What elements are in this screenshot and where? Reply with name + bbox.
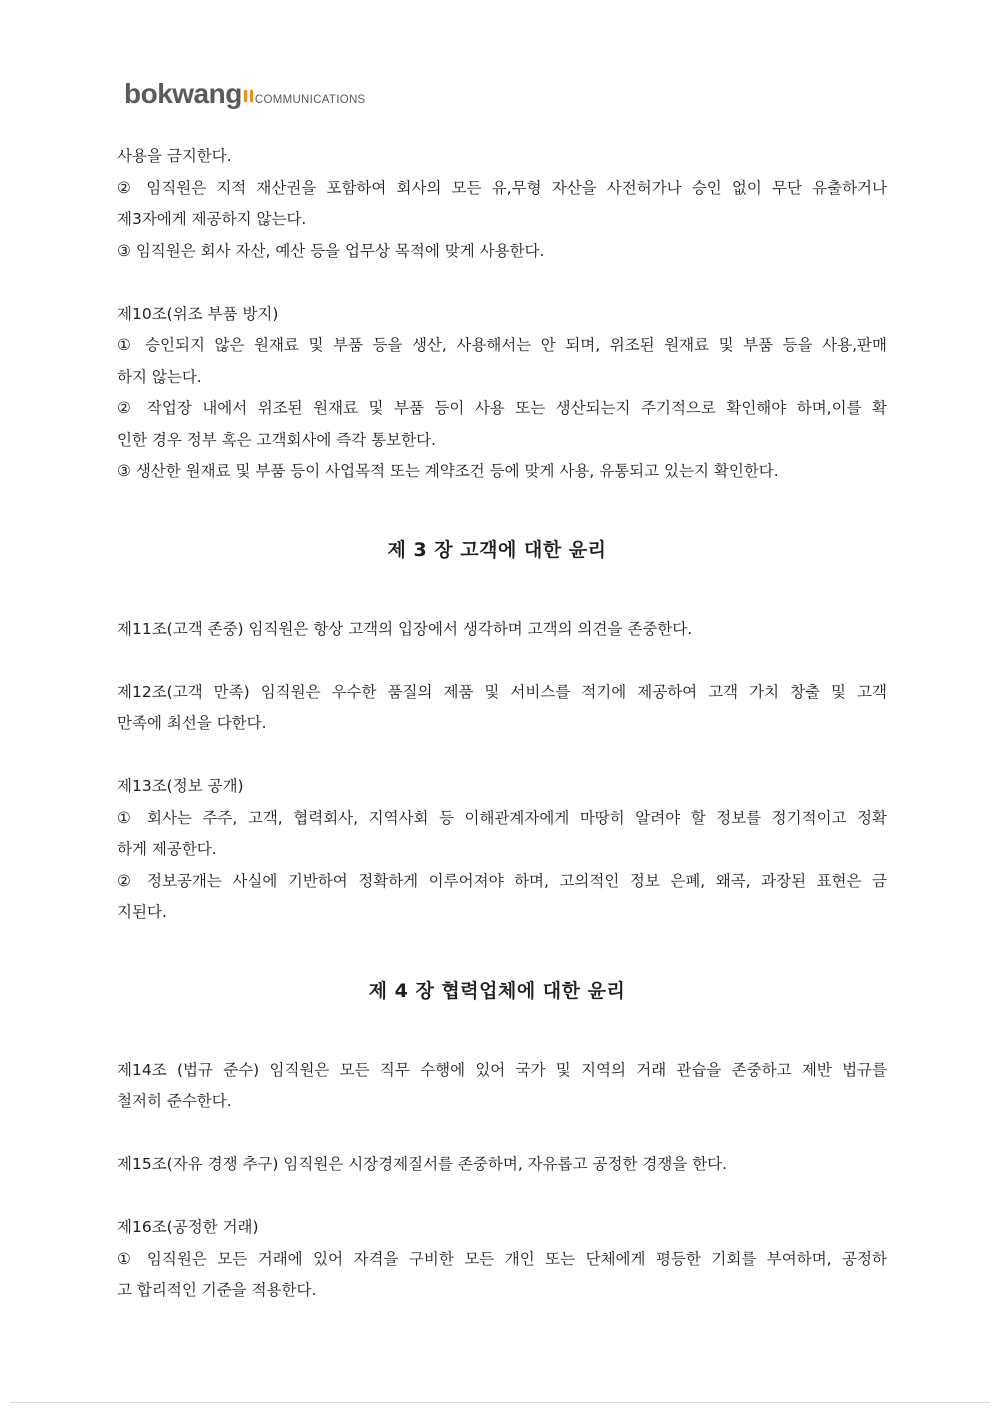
company-logo: [124, 74, 366, 108]
document-body: [117, 141, 887, 1307]
text-line: ② 작업장 내에서 위조된 원재료 및 부품 등이 사용 또는 생산되는지 주기적으로 확인해야 하며,이를 확: [117, 399, 887, 417]
text-line: 지된다.: [117, 903, 167, 921]
text-line: 하지 않는다.: [117, 367, 202, 386]
article-heading: 제10조(위조 부품 방지): [117, 304, 279, 323]
text-line: ① 승인되지 않은 원재료 및 부품 등을 생산, 사용해서는 안 되며, 위조된 원재료 및 부품 등을 사용,판매: [117, 336, 887, 354]
text-line: 제3자에게 제공하지 않는다.: [117, 210, 307, 228]
logo-accent-bars: [244, 90, 253, 102]
chapter-heading: 제 3 장 고객에 대한 윤리: [387, 539, 607, 561]
text-line: ③ 생산한 원재료 및 부품 등이 사업목적 또는 계약조건 등에 맞게 사용, 유통되고 있는지 확인한다.: [117, 462, 779, 480]
article-heading: 제13조(정보 공개): [117, 777, 244, 795]
text-line: 만족에 최선을 다한다.: [117, 714, 267, 732]
page-footer-divider: [10, 1402, 990, 1403]
chapter-heading: 제 4 장 협력업체에 대한 윤리: [368, 980, 626, 1002]
paragraph-gap: [117, 645, 887, 677]
text-line: 철저히 준수한다.: [117, 1092, 232, 1110]
text-line: 제14조 (법규 준수) 임직원은 모든 직무 수행에 있어 국가 및 지역의 거래 관습을 존중하고 제반 법규를: [117, 1060, 887, 1079]
text-line: ② 정보공개는 사실에 기반하여 정확하게 이루어져야 하며, 고의적인 정보 은폐, 왜곡, 과장된 표현은 금: [117, 871, 887, 890]
paragraph-gap: [117, 1118, 887, 1150]
text-line: 인한 경우 정부 혹은 고객회사에 즉각 통보한다.: [117, 430, 436, 449]
paragraph-gap: [117, 929, 887, 961]
text-line: ③ 임직원은 회사 자산, 예산 등을 업무상 목적에 맞게 사용한다.: [117, 241, 545, 260]
logo-subtitle: COMMUNICATIONS: [254, 94, 366, 106]
paragraph-gap: [117, 582, 887, 614]
paragraph-gap: [117, 488, 887, 520]
text-line: ① 회사는 주주, 고객, 협력회사, 지역사회 등 이해관계자에게 마땅히 알려야 할 정보를 정기적이고 정확: [117, 808, 887, 827]
text-line: ② 임직원은 지적 재산권을 포함하여 회사의 모든 유,무형 자산을 사전허가나 승인 없이 무단 유출하거나: [117, 178, 887, 197]
paragraph-gap: [117, 267, 887, 299]
text-line: 제11조(고객 존중) 임직원은 항상 고객의 입장에서 생각하며 고객의 의견을 존중한다.: [117, 619, 693, 638]
paragraph-gap: [117, 740, 887, 772]
text-line: 제12조(고객 만족) 임직원은 우수한 품질의 제품 및 서비스를 적기에 제공하여 고객 가치 창출 및 고객: [117, 682, 887, 701]
text-line: ① 임직원은 모든 거래에 있어 자격을 구비한 모든 개인 또는 단체에게 평등한 기회를 부여하며, 공정하: [117, 1249, 887, 1268]
logo-wordmark: bokwang: [124, 78, 242, 109]
text-line: 고 합리적인 기준을 적용한다.: [117, 1281, 317, 1299]
paragraph-gap: [117, 1023, 887, 1055]
text-line: 사용을 금지한다.: [117, 147, 232, 165]
article-heading: 제16조(공정한 거래): [117, 1218, 259, 1236]
text-line: 하게 제공한다.: [117, 840, 217, 858]
text-line: 제15조(자유 경쟁 추구) 임직원은 시장경제질서를 존중하며, 자유롭고 공정한 경쟁을 한다.: [117, 1155, 728, 1173]
paragraph-gap: [117, 1181, 887, 1213]
